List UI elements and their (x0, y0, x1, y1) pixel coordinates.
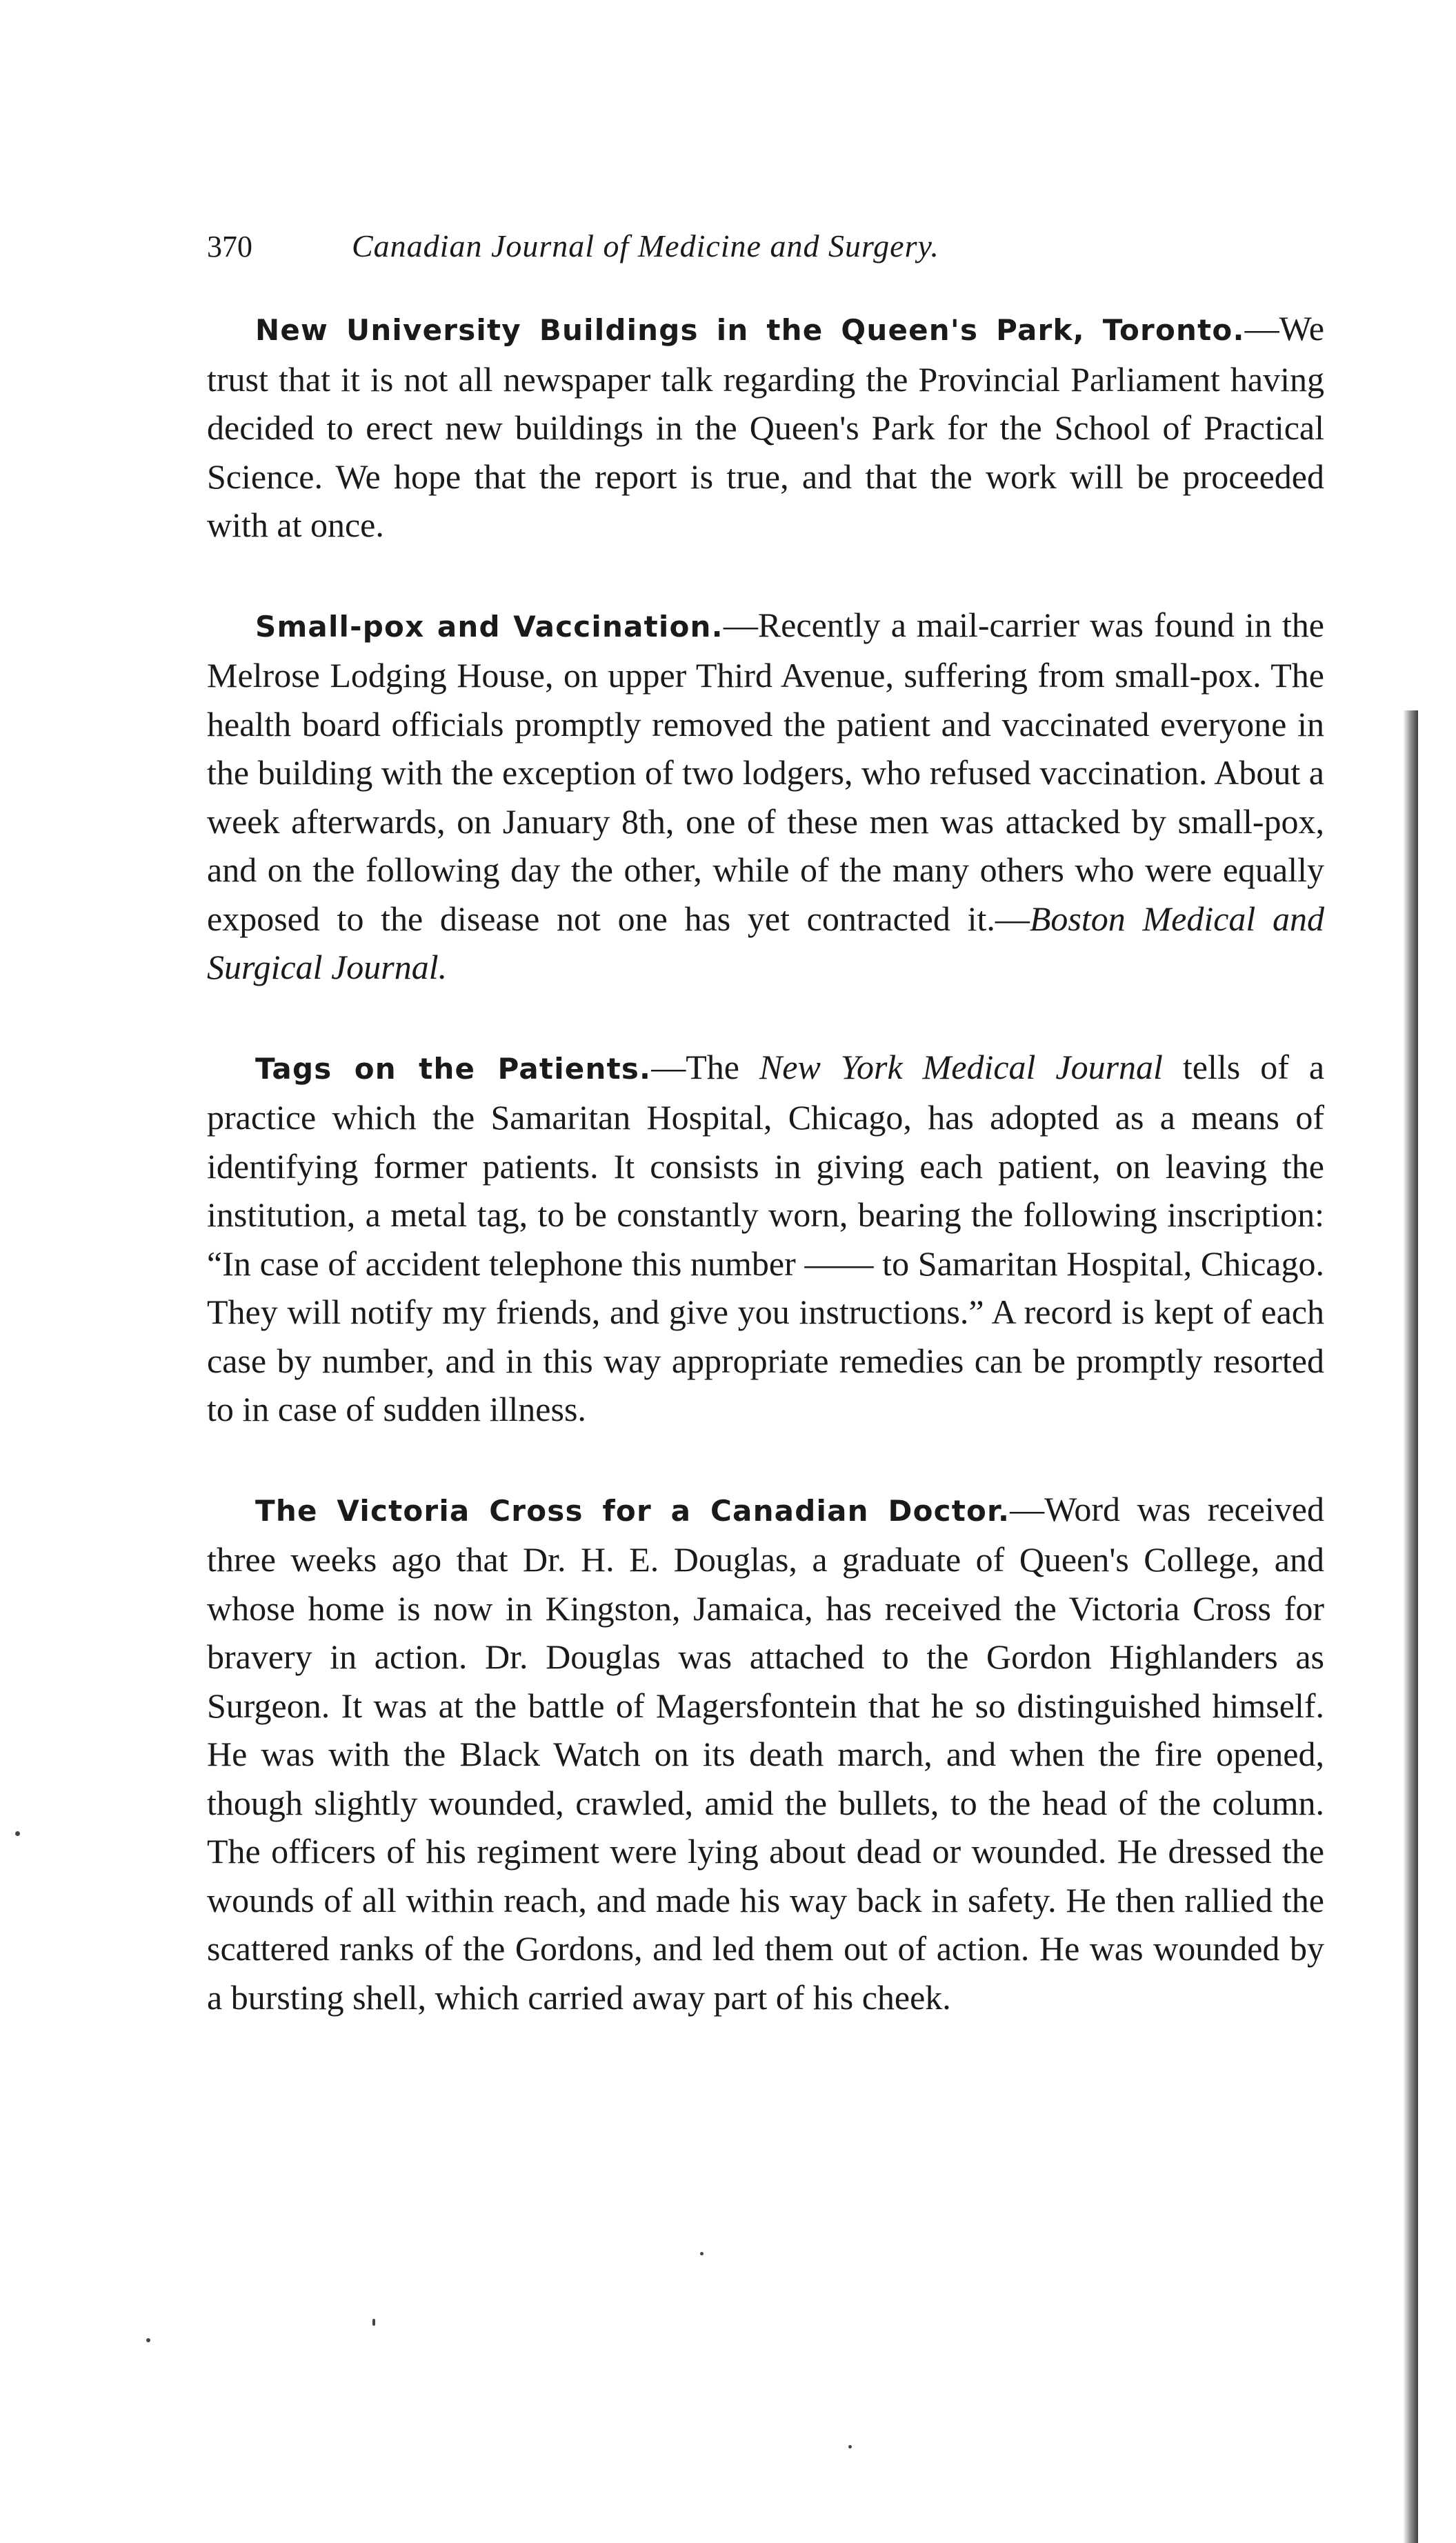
article-body: Word was received three weeks ago that Dr. H. E. Douglas, a graduate of Queen's College, and whose home is now in Kingston, Jamaica, has received the Victoria Cross for bravery in action. Dr. Douglas was attached to the Gordon Highlanders as Surgeon. It was at the battle of Magersfontein that he so distinguished himself. He was with the Black Watch on its death march, and when the fire opened, though slightly wounded, crawled, amid the bullets, to the head of the column. The officers of his regiment were lying about dead or wounded. He dressed the wounds of all within reach, and made his way back in safety. He then rallied the scattered ranks of the Gordons, and led them out of action. He was wounded by a bursting shell, which carried away part of his cheek. (207, 1489, 1324, 2017)
article-paragraph: New University Buildings in the Queen's Park, Toronto.—We trust that it is not all newspaper talk regarding the Provincial Parliament having decided to erect new buildings in the Queen's Park for the School of Practical Science. We hope that the report is true, and that the work will be proceeded with at once. (207, 309, 1324, 544)
journal-title: Canadian Journal of Medicine and Surgery. (352, 228, 939, 263)
article-paragraph: Tags on the Patients.—The New York Medical Journal tells of a practice which the Samaritan Hospital, Chicago, has adopted as a means of identifying former patients. It consists in giving each patient, on leaving the institution, a metal tag, to be constantly worn, bearing the following inscription: “In case of accident telephone this number —— to Samaritan Hospital, Chicago. They will notify my friends, and give you instructions.” A record is kept of each case by number, and in this way appropriate remedies can be promptly resorted to in case of sudden illness. (207, 1047, 1325, 1428)
article-citation: Boston Medical and Surgical Journal. (207, 899, 1324, 986)
article-paragraph: Small-pox and Vaccination.—Recently a mail-carrier was found in the Melrose Lodging House, on upper Third Avenue, suffering from small-pox. The health board officials promptly removed the patient and vaccinated everyone in the building with the exception of two lodgers, who refused vaccination. About a week afterwards, on January 8th, one of these men was attacked by small-pox, and on the following day the other, while of the many others who were equally exposed to the disease not one has yet contracted it.—Boston Medical and Surgical Journal. (207, 605, 1324, 986)
scan-speck (372, 2319, 375, 2326)
article-body: We trust that it is not all newspaper talk regarding the Provincial Parliament having decided to erect new buildings in the Queen's Park for the School of Practical Science. We hope that the report is true, and that the work will be proceeded with at once. (207, 309, 1324, 544)
article-body: Recently a mail-carrier was found in the Melrose Lodging House, on upper Third Avenue, suffering from small-pox. The health board officials promptly removed the patient and vaccinated everyone in the building with the exception of two lodgers, who refused vaccination. About a week afterwards, on January 8th, one of these men was attacked by small-pox, and on the following day the other, while of the many others who were equally exposed to the disease not one has yet contracted it. (207, 605, 1324, 938)
scan-speck (146, 2338, 150, 2342)
running-head (207, 228, 1324, 264)
journal-reference: New York Medical Journal (759, 1047, 1163, 1086)
article-small-pox (207, 601, 1324, 992)
article-paragraph: The Victoria Cross for a Canadian Doctor.—Word was received three weeks ago that Dr. H. E. Douglas, a graduate of Queen's College, and whose home is now in Kingston, Jamaica, has received the Victoria Cross for bravery in action. Dr. Douglas was attached to the Gordon Highlanders as Surgeon. It was at the battle of Magersfontein that he so distinguished himself. He was with the Black Watch on its death march, and when the fire opened, though slightly wounded, crawled, amid the bullets, to the head of the column. The officers of his regiment were lying about dead or wounded. He dressed the wounds of all within reach, and made his way back in safety. He then rallied the scattered ranks of the Gordons, and led them out of action. He was wounded by a bursting shell, which carried away part of his cheek. (207, 1489, 1324, 2017)
article-body-lead: The (686, 1047, 759, 1086)
article-headline: Small-pox and Vaccination. (255, 609, 724, 644)
page-edge-shadow (1403, 710, 1418, 2543)
article-university-buildings (207, 304, 1324, 550)
page-number: 370 (207, 230, 252, 263)
article-body: tells of a practice which the Samaritan Hospital, Chicago, has adopted as a means of identifying former patients. It consists in giving each patient, on leaving the institution, a metal tag, to be constantly worn, bearing the following inscription: “In case of accident telephone this number —— to Samaritan Hospital, Chicago. They will notify my friends, and give you instructions.” A record is kept of each case by number, and in this way appropriate remedies can be promptly resorted to in case of sudden illness. (207, 1047, 1325, 1428)
scan-speck (700, 2252, 704, 2255)
scan-speck (848, 2445, 852, 2449)
journal-page (207, 228, 1324, 2073)
article-headline: New University Buildings in the Queen's Park, Toronto. (255, 313, 1245, 347)
article-headline: Tags on the Patients. (255, 1051, 652, 1086)
scan-speck (15, 1831, 20, 1836)
article-tags-on-patients (207, 1043, 1324, 1434)
article-victoria-cross (207, 1485, 1324, 2022)
article-headline: The Victoria Cross for a Canadian Doctor. (255, 1493, 1010, 1528)
